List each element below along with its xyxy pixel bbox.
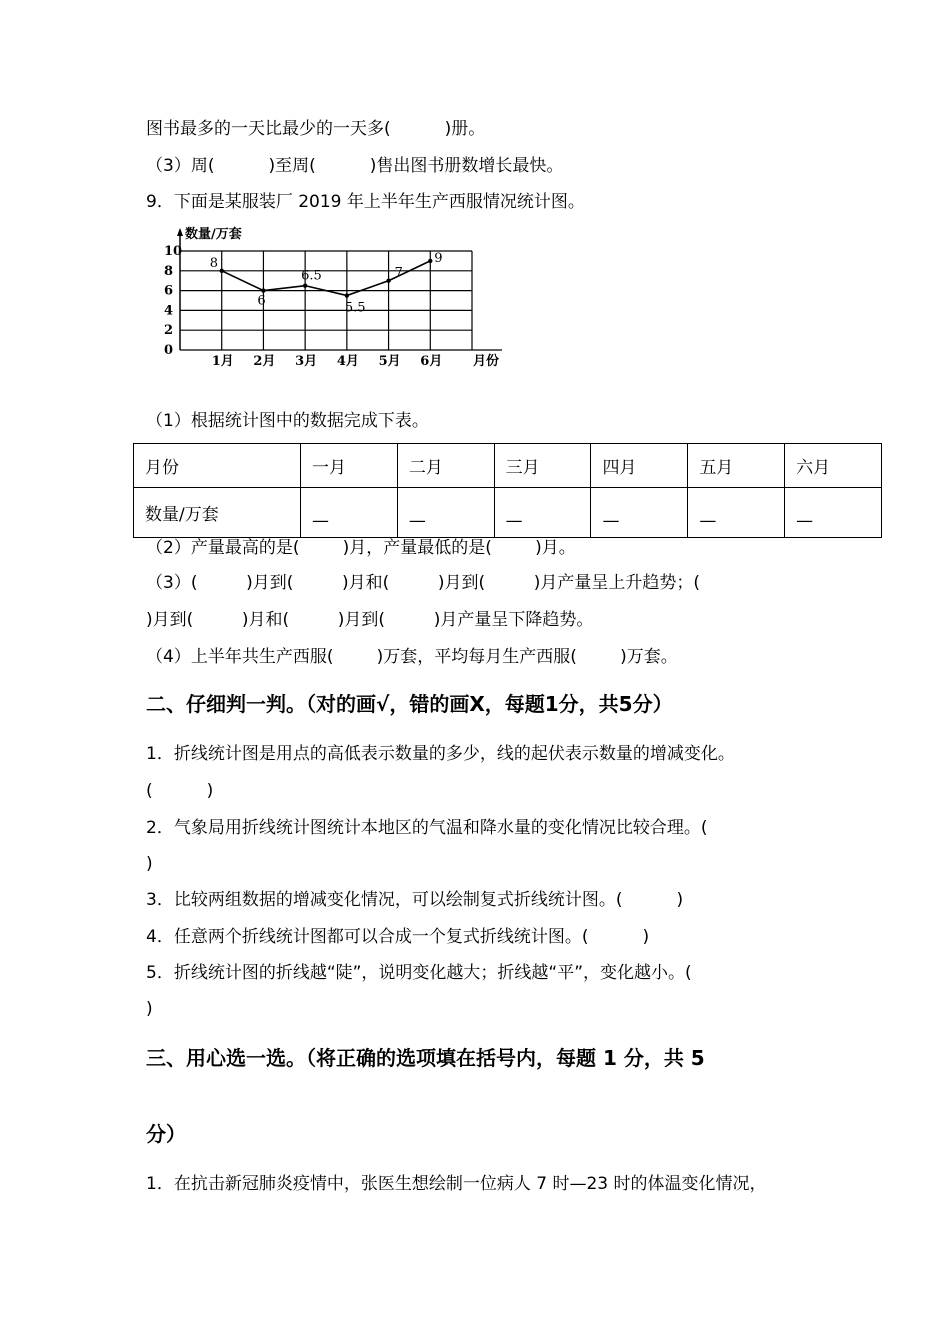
- y-tick-label: 6: [164, 283, 174, 299]
- answer-blank[interactable]: —: [494, 488, 591, 538]
- y-tick-label: 10: [164, 244, 183, 259]
- table-header-row: [134, 444, 882, 488]
- answer-blank[interactable]: —: [688, 488, 785, 538]
- y-tick-label: 8: [164, 263, 174, 279]
- judge-line: ): [146, 999, 153, 1019]
- line-chart: [148, 222, 518, 374]
- judge-line: 1．折线统计图是用点的高低表示数量的多少，线的起伏表示数量的增减变化。: [146, 744, 735, 764]
- y-tick-label: 0: [164, 343, 174, 358]
- table-cell: 一月: [301, 444, 398, 488]
- data-label: 9: [434, 250, 443, 266]
- table-cell: 五月: [688, 444, 785, 488]
- judge-line: 2．气象局用折线统计图统计本地区的气温和降水量的变化情况比较合理。(: [146, 818, 708, 838]
- answer-blank[interactable]: —: [591, 488, 688, 538]
- y-tick-label: 4: [164, 303, 174, 319]
- question-9: 9．下面是某服装厂 2019 年上半年生产西服情况统计图。: [146, 192, 585, 212]
- data-label: 6.5: [301, 268, 322, 284]
- x-tick-label: 4月: [336, 354, 359, 369]
- table-cell: 数量/万套: [134, 488, 301, 538]
- table-cell: 四月: [591, 444, 688, 488]
- answer-blank[interactable]: —: [301, 488, 398, 538]
- data-label: 6: [257, 293, 266, 309]
- text-line: 图书最多的一天比最少的一天多( )册。: [146, 119, 486, 139]
- sub-question-3-cont: )月到( )月和( )月到( )月产量呈下降趋势。: [146, 610, 594, 630]
- section-2-title: 二、仔细判一判。（对的画√，错的画X，每题1分，共5分）: [146, 692, 673, 716]
- data-point: [386, 279, 390, 283]
- table-row: [134, 488, 882, 538]
- answer-blank[interactable]: —: [397, 488, 494, 538]
- section-3-title-cont: 分）: [146, 1122, 186, 1146]
- sub-question-2: （2）产量最高的是( )月，产量最低的是( )月。: [146, 538, 576, 558]
- table-cell: 三月: [494, 444, 591, 488]
- table-cell: 月份: [134, 444, 301, 488]
- sub-question-1: （1）根据统计图中的数据完成下表。: [146, 411, 429, 431]
- sub-question-4: （4）上半年共生产西服( )万套，平均每月生产西服( )万套。: [146, 647, 678, 667]
- judge-line: 3．比较两组数据的增减变化情况，可以绘制复式折线统计图。( ): [146, 890, 684, 910]
- y-axis-label: 数量/万套: [185, 227, 242, 242]
- x-axis-label: 月份: [473, 354, 500, 369]
- y-tick-label: 2: [164, 323, 174, 339]
- y-axis-arrow: [177, 228, 183, 236]
- x-tick-label: 1月: [211, 354, 234, 369]
- data-point: [428, 259, 432, 263]
- data-point: [303, 283, 307, 287]
- judge-line: 5．折线统计图的折线越“陡”，说明变化越大；折线越“平”，变化越小。(: [146, 963, 692, 983]
- x-tick-label: 5月: [378, 354, 401, 369]
- x-tick-label: 2月: [253, 354, 276, 369]
- judge-line: ( ): [146, 781, 214, 801]
- data-point: [345, 293, 349, 297]
- data-table: [133, 443, 882, 538]
- sub-question-3: （3）( )月到( )月和( )月到( )月产量呈上升趋势；(: [146, 573, 701, 593]
- table-cell: 六月: [785, 444, 882, 488]
- judge-line: 4．任意两个折线统计图都可以合成一个复式折线统计图。( ): [146, 927, 650, 947]
- text-line: （3）周( )至周( )售出图书册数增长最快。: [146, 156, 564, 176]
- section-3-title: 三、用心选一选。（将正确的选项填在括号内，每题 1 分，共 5: [146, 1046, 705, 1070]
- answer-blank[interactable]: —: [785, 488, 882, 538]
- data-point: [220, 269, 224, 273]
- table-cell: 二月: [397, 444, 494, 488]
- data-label: 5.5: [344, 300, 366, 316]
- data-label: 8: [209, 255, 218, 271]
- x-tick-label: 6月: [420, 354, 443, 369]
- judge-line: ): [146, 854, 153, 874]
- x-tick-label: 3月: [295, 354, 318, 369]
- data-label: 7: [394, 265, 403, 281]
- choice-question-1: 1．在抗击新冠肺炎疫情中，张医生想绘制一位病人 7 时—23 时的体温变化情况，: [146, 1174, 767, 1194]
- data-point: [261, 288, 265, 292]
